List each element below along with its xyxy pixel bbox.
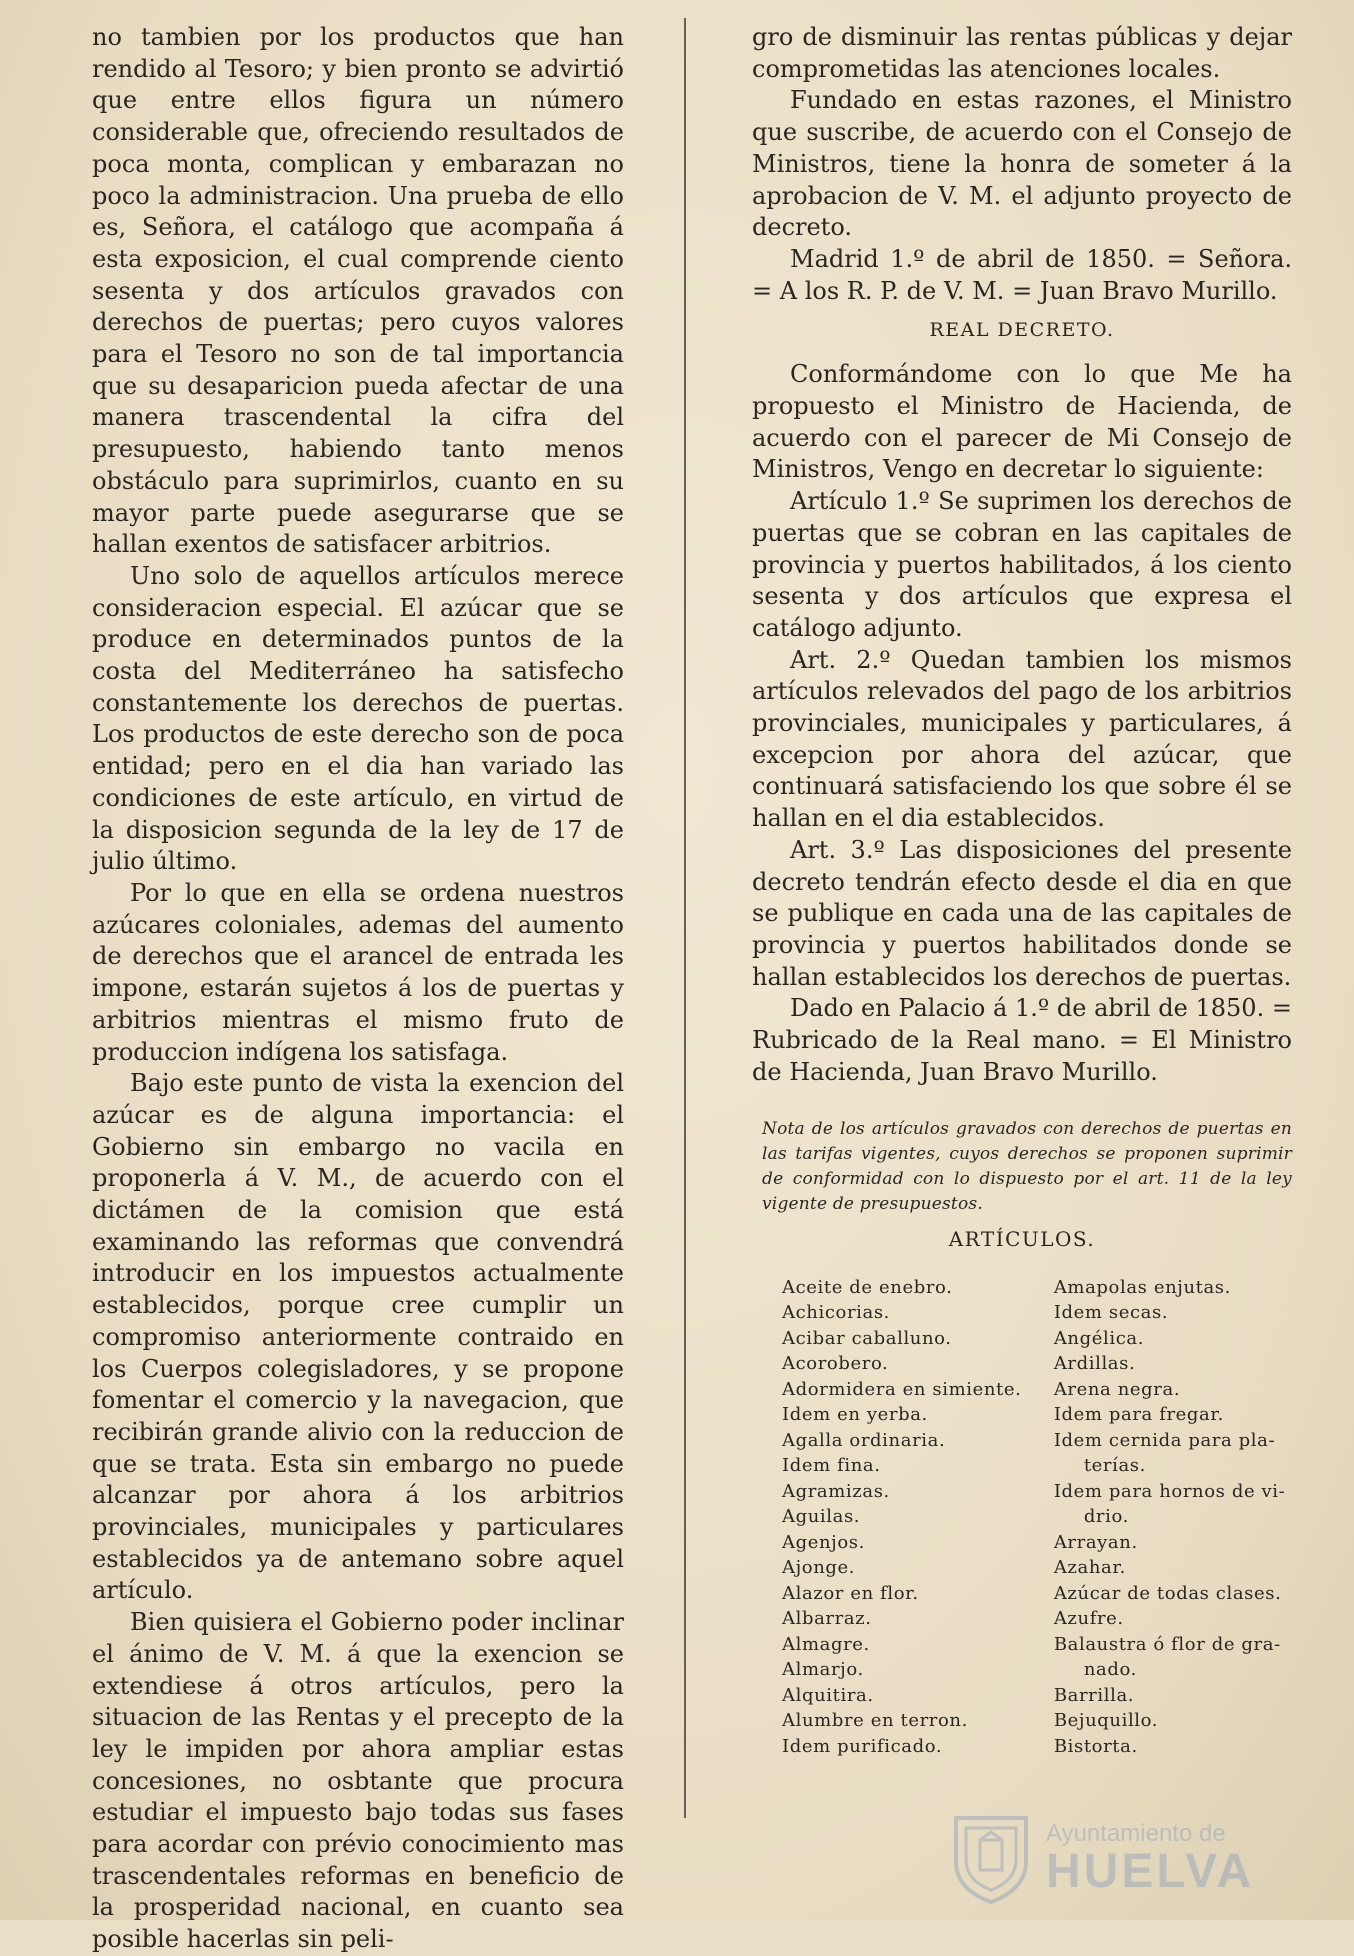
article-item: Barrilla. xyxy=(1053,1684,1135,1706)
article-item: Agenjos. xyxy=(782,1531,865,1553)
paragraph: Uno solo de aquellos artículos merece consideracion especial. El azúcar que se produce en determinados puntos de la costa del Mediterráneo ha satisfecho constantemente los derechos de puertas. Los productos de este derecho son de poca entidad; pero en el dia han variado las condiciones de este artículo, en virtud de la disposicion segunda de la ley de 17 de julio último. xyxy=(92,561,624,876)
article-item: Alquitira. xyxy=(782,1684,874,1706)
paragraph: Art. 2.º Quedan tambien los mismos artículos relevados del pago de los arbitrios provinciales, municipales y particulares, á excepcion por ahora del azúcar, que continuará satisfaciendo los que sobre él se hallan en el dia establecidos. xyxy=(752,645,1292,833)
paragraph: gro de disminuir las rentas públicas y dejar comprometidas las atenciones locales. xyxy=(752,23,1292,83)
paragraph: Artículo 1.º Se suprimen los derechos de puertas que se cobran en las capitales de provincia y puertos habilitados, á los ciento sesenta y dos artículos que expresa el catálogo adjunto. xyxy=(752,487,1292,642)
paragraph: Dado en Palacio á 1.º de abril de 1850. = Rubricado de la Real mano. = El Ministro de Hacienda, Juan Bravo Murillo. xyxy=(752,994,1292,1086)
coat-of-arms-icon xyxy=(950,1812,1032,1904)
article-item: Acibar caballuno. xyxy=(782,1327,952,1349)
article-item: Idem secas. xyxy=(1053,1302,1169,1323)
article-item: drio. xyxy=(1083,1506,1129,1527)
article-item: Arrayan. xyxy=(1053,1531,1138,1553)
article-item: Balaustra ó flor de gra- xyxy=(1053,1633,1281,1655)
watermark-text xyxy=(1046,1820,1254,1896)
articles-lists xyxy=(752,1275,1292,1760)
article-item: Alazor en flor. xyxy=(782,1582,919,1604)
article-item: Almagre. xyxy=(782,1633,870,1655)
paragraph: Por lo que en ella se ordena nuestros azúcares coloniales, ademas del aumento de derechos que el arancel de entrada les impone, estarán sujetos á los de puertas y arbitrios mientras el mismo fruto de produccion indígena los satisfaga. xyxy=(92,878,624,1066)
article-item: Ajonge. xyxy=(782,1557,856,1578)
article-item: Idem para fregar. xyxy=(1053,1404,1224,1425)
paragraph: Fundado en estas razones, el Ministro que suscribe, de acuerdo con el Consejo de Ministros, tiene la honra de someter á la aprobacion de V. M. el adjunto proyecto de decreto. xyxy=(752,86,1292,242)
paragraph: Conformándome con lo que Me ha propuesto el Ministro de Hacienda, de acuerdo con el parecer de Mi Consejo de Ministros, Vengo en decretar lo siguiente: xyxy=(752,360,1292,484)
article-item: Bejuquillo. xyxy=(1053,1710,1159,1731)
article-item: Achicorias. xyxy=(782,1302,890,1323)
column-divider xyxy=(684,18,686,1818)
paragraph: no tambien por los productos que han rendido al Tesoro; y bien pronto se advirtió que entre ellos figura un número considerable que, ofreciendo resultados de poca monta, complican y embarazan no poco la administracion. Una prueba de ello es, Señora, el catálogo que acompaña á esta exposicion, el cual comprende ciento sesenta y dos artículos gravados con derechos de puertas; pero cuyos valores para el Tesoro no son de tal importancia que su desaparicion pueda afectar de una manera trascendental la cifra del presupuesto, habiendo tanto menos obstáculo para suprimirlos, cuanto en su mayor parte puede asegurarse que se hallan exentos de satisfacer arbitrios. xyxy=(92,23,624,559)
articles-list-1 xyxy=(782,1275,1028,1760)
article-item: Angélica. xyxy=(1053,1327,1145,1349)
article-item: Azahar. xyxy=(1053,1557,1126,1578)
article-item: Amapolas enjutas. xyxy=(1053,1276,1231,1298)
article-item: Albarraz. xyxy=(782,1608,872,1629)
article-item: Almarjo. xyxy=(782,1659,864,1680)
article-item: Idem cernida para pla- xyxy=(1053,1429,1276,1451)
article-item: nado. xyxy=(1083,1659,1137,1680)
left-column xyxy=(92,22,624,1956)
articles-list-2 xyxy=(1054,1275,1292,1760)
decree-paragraphs xyxy=(752,359,1292,1088)
paragraph: Madrid 1.º de abril de 1850. = Señora. = A los R. P. de V. M. = Juan Bravo Murillo. xyxy=(752,244,1292,305)
article-item: Idem purificado. xyxy=(782,1735,943,1757)
articles-heading: ARTÍCULOS. xyxy=(948,1226,1096,1251)
article-item: Alumbre en terron. xyxy=(782,1710,968,1731)
article-item: Aceite de enebro. xyxy=(782,1276,953,1298)
left-paragraphs xyxy=(92,22,624,1956)
article-item: Acorobero. xyxy=(782,1353,889,1374)
article-item: Idem para hornos de vi- xyxy=(1053,1480,1286,1502)
article-item: terías. xyxy=(1083,1455,1146,1476)
article-item: Arena negra. xyxy=(1053,1378,1181,1400)
article-item: Aguilas. xyxy=(782,1506,861,1527)
article-item: Ardillas. xyxy=(1053,1353,1136,1374)
article-item: Agramizas. xyxy=(782,1480,890,1502)
article-item: Adormidera en simiente. xyxy=(782,1378,1022,1400)
article-item: Bistorta. xyxy=(1053,1735,1138,1757)
article-item: Idem en yerba. xyxy=(782,1404,928,1425)
watermark xyxy=(950,1808,1330,1908)
article-item: Idem fina. xyxy=(782,1455,881,1476)
articles-note: Nota de los artículos gravados con derechos de puertas en las tarifas vigentes, cuyos derechos se proponen suprimir de conformidad con lo dispuesto por el art. 11 de la ley vigente de presupuestos. xyxy=(762,1118,1292,1214)
watermark-line-2: HUELVA xyxy=(1046,1845,1255,1898)
paragraph: Bien quisiera el Gobierno poder inclinar el ánimo de V. M. á que la exencion se extendiese á otros artículos, pero la situacion de las Rentas y el precepto de la ley le impiden por ahora ampliar estas concesiones, no osbtante que procura estudiar el impuesto bajo todas sus fases para acordar con prévio conocimiento mas trascendentales reformas en beneficio de la prosperidad nacional, en cuanto sea posible hacerlas sin peli- xyxy=(92,1608,624,1954)
article-item: Azufre. xyxy=(1053,1608,1124,1629)
paragraph: Art. 3.º Las disposiciones del presente decreto tendrán efecto desde el dia en que se publique en cada una de las capitales de provincia y puertos habilitados donde se hallan establecidos los derechos de puertas. xyxy=(752,835,1292,991)
paragraph: Bajo este punto de vista la exencion del azúcar es de alguna importancia: el Gobierno sin embargo no vacila en proponerla á V. M., de acuerdo con el dictámen de la comision que está examinando las reformas que convendrá introducir en los impuestos actualmente establecidos, porque cree cumplir un compromiso anteriormente contraido en los Cuerpos colegisladores, y se propone fomentar el comercio y la navegacion, que recibirán grande alivio con la reduccion de que se trata. Esta sin embargo no puede alcanzar por ahora á los arbitrios provinciales, municipales y particulares establecidos ya de antemano sobre aquel artículo. xyxy=(92,1069,624,1605)
decree-heading: REAL DECRETO. xyxy=(929,319,1115,342)
article-item: Agalla ordinaria. xyxy=(782,1429,946,1451)
right-top-paragraphs xyxy=(752,22,1292,307)
article-item: Azúcar de todas clases. xyxy=(1053,1582,1282,1604)
watermark-line-1: Ayuntamiento de xyxy=(1046,1820,1226,1847)
right-column xyxy=(752,22,1292,1759)
